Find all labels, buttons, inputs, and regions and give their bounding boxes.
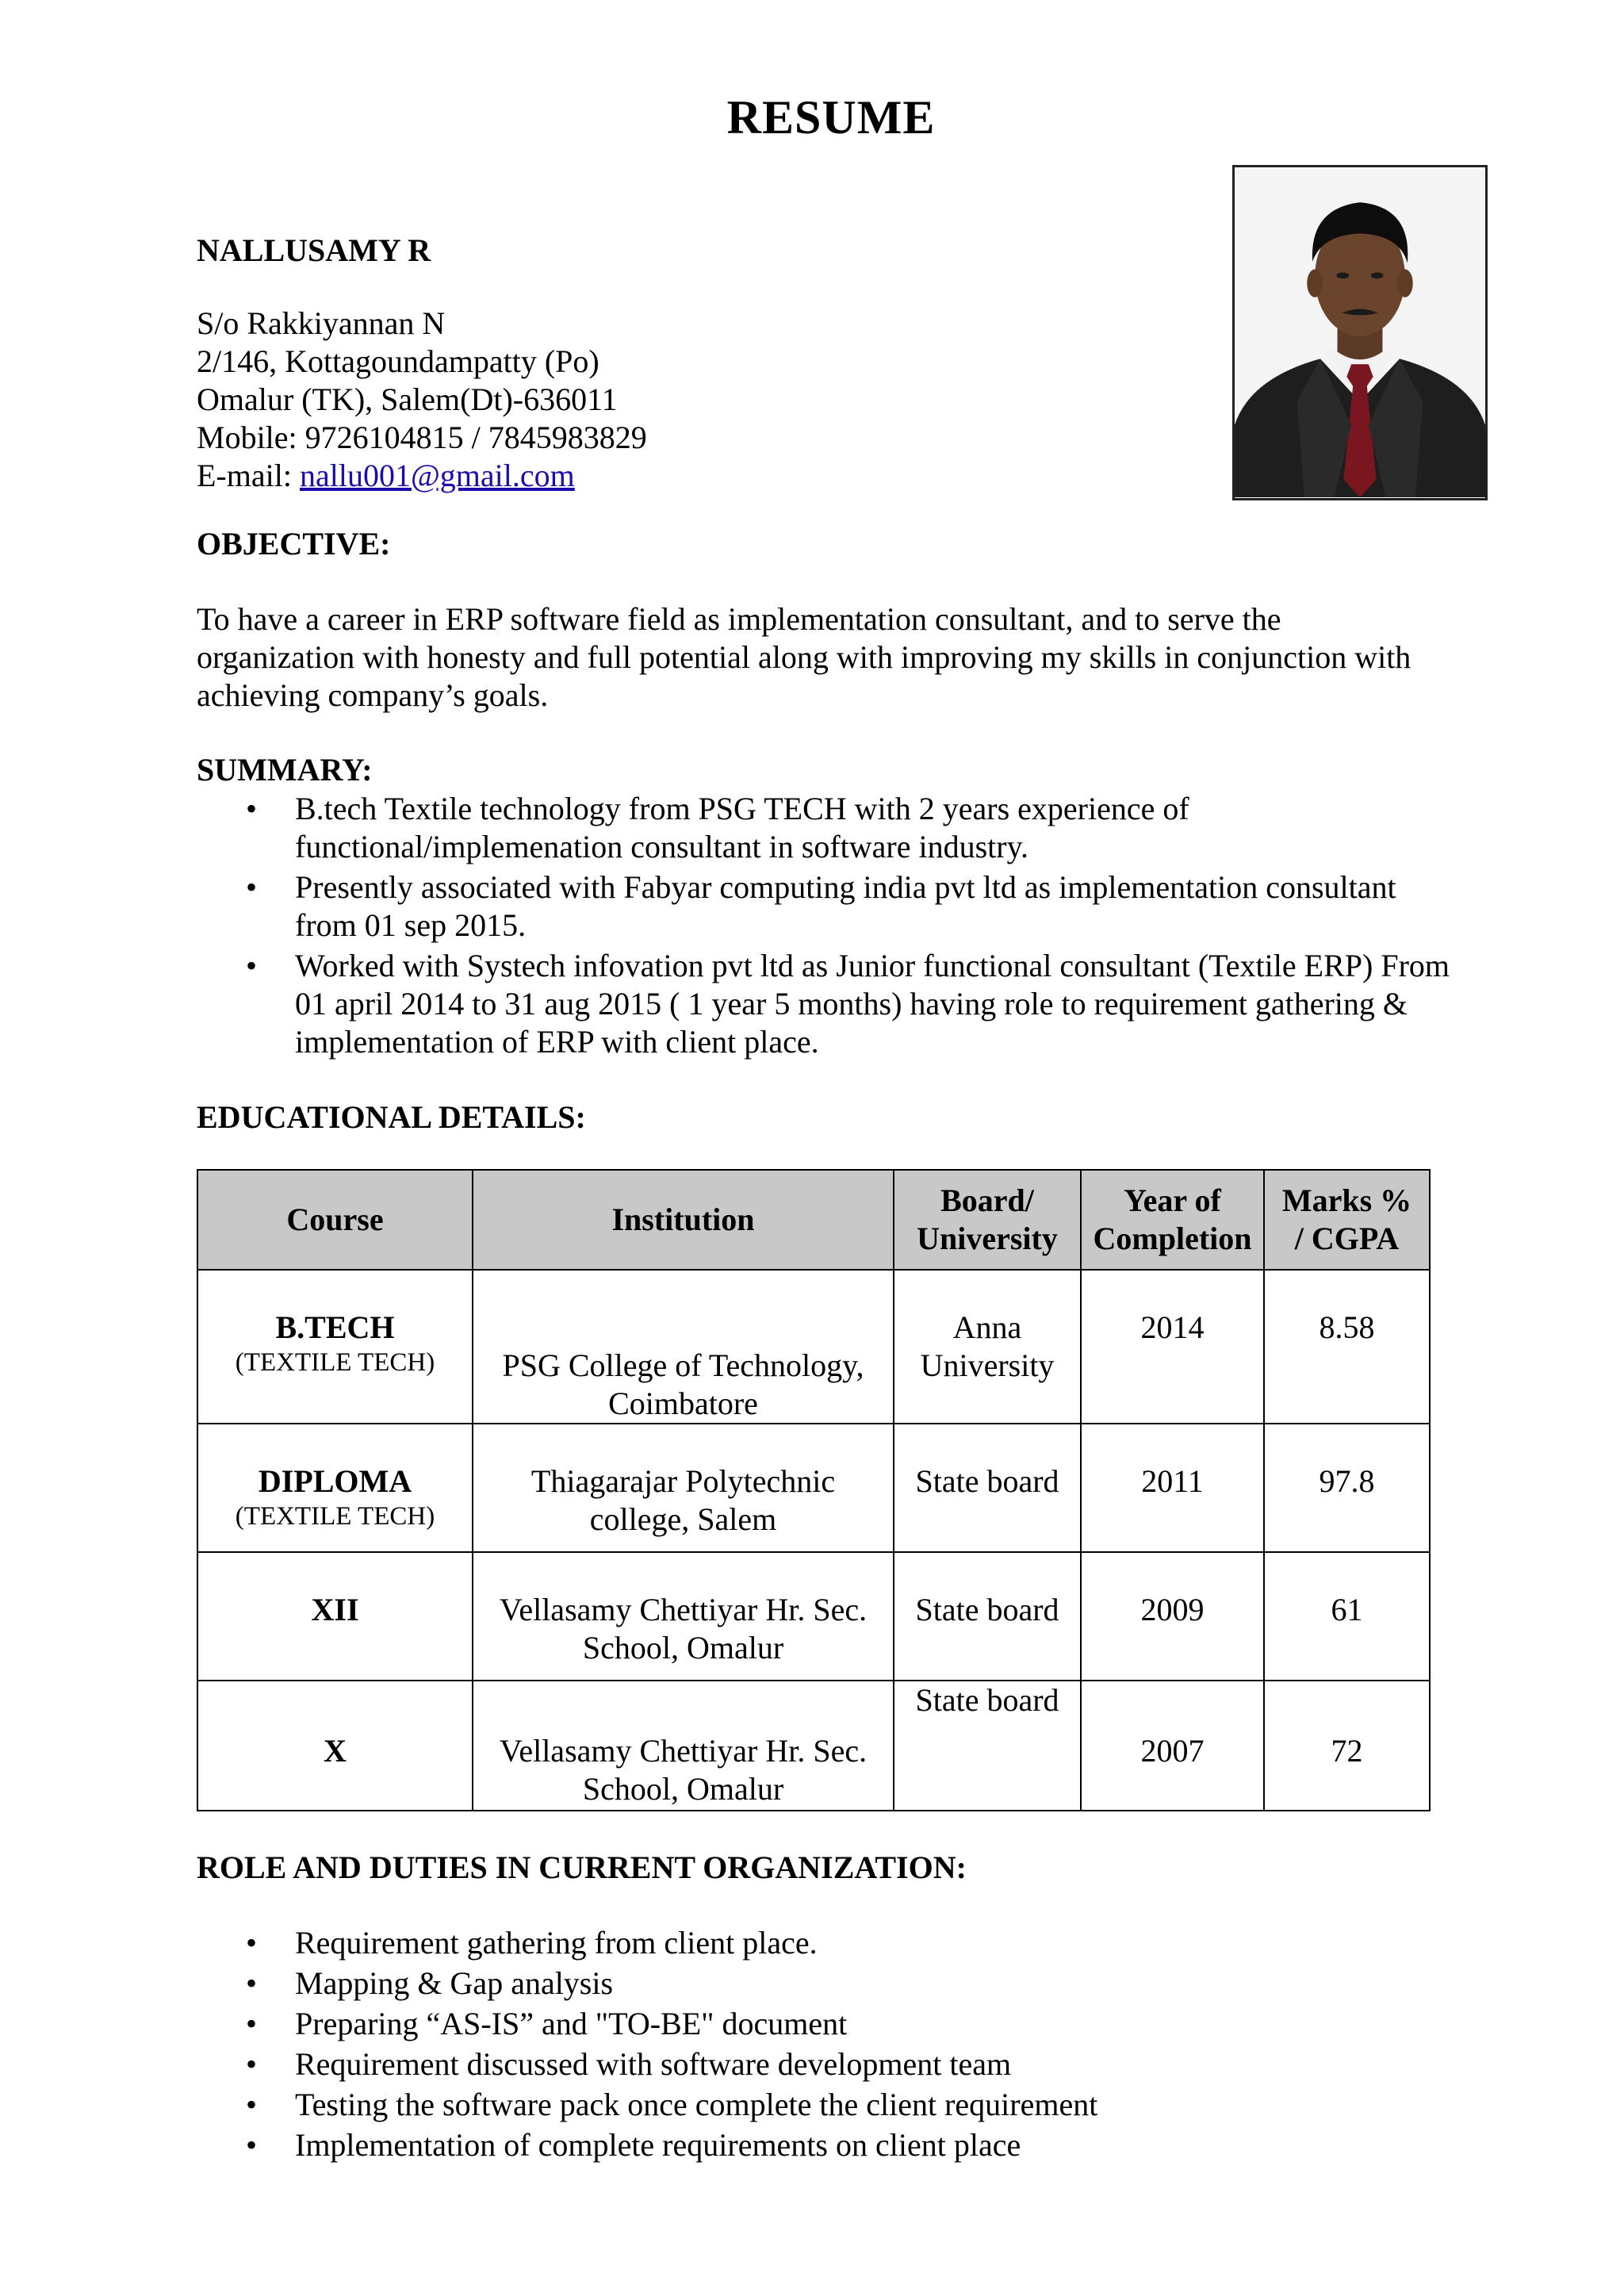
bullet-icon: • <box>246 948 258 983</box>
summary-item-text: B.tech Textile technology from PSG TECH with 2 years experience of functional/implemenation consultant in software industry. <box>295 791 1189 864</box>
role-item-text: Preparing “AS-IS” and "TO-BE" document <box>295 2006 848 2041</box>
bullet-icon: • <box>246 2006 258 2041</box>
education-table <box>197 1169 1431 1811</box>
address-line: Omalur (TK), Salem(Dt)-636011 <box>197 381 618 417</box>
role-item-text: Implementation of complete requirements on client place <box>295 2127 1021 2163</box>
column-header-year: Year of Completion <box>1081 1170 1264 1270</box>
list-item <box>197 2045 1465 2083</box>
bullet-icon: • <box>246 1925 258 1961</box>
summary-heading: SUMMARY: <box>197 752 373 788</box>
cell-marks: 61 <box>1264 1552 1430 1681</box>
bullet-icon: • <box>246 2127 258 2163</box>
summary-item-text: Presently associated with Fabyar computing india pvt ltd as implementation consultant from 01 sep 2015. <box>295 869 1396 943</box>
table-row <box>197 1552 1430 1681</box>
summary-list <box>197 790 1465 1064</box>
cell-marks: 8.58 <box>1264 1270 1430 1424</box>
list-item <box>197 1924 1465 1962</box>
list-item <box>197 2086 1465 2124</box>
column-header-institution: Institution <box>473 1170 894 1270</box>
cell-institution: Vellasamy Chettiyar Hr. Sec. School, Omalur <box>473 1681 894 1811</box>
email-label: E-mail: <box>197 458 300 493</box>
cell-course: X <box>197 1681 473 1811</box>
cell-year: 2007 <box>1081 1681 1264 1811</box>
address-line: S/o Rakkiyannan N <box>197 305 446 341</box>
profile-photo <box>1232 165 1488 500</box>
bullet-icon: • <box>246 791 258 826</box>
cell-institution: PSG College of Technology, Coimbatore <box>473 1270 894 1424</box>
role-item-text: Requirement discussed with software development team <box>295 2046 1012 2082</box>
bullet-icon: • <box>246 869 258 905</box>
cell-year: 2011 <box>1081 1424 1264 1552</box>
bullet-icon: • <box>246 1965 258 2001</box>
table-row <box>197 1424 1430 1552</box>
cell-marks: 72 <box>1264 1681 1430 1811</box>
candidate-name: NALLUSAMY R <box>197 232 431 268</box>
cell-course: B.TECH (TEXTILE TECH) <box>197 1270 473 1424</box>
mobile-number: Mobile: 9726104815 / 7845983829 <box>197 420 647 455</box>
list-item <box>197 1964 1465 2003</box>
list-item <box>197 868 1465 945</box>
table-header-row <box>197 1170 1430 1270</box>
bullet-icon: • <box>246 2087 258 2122</box>
cell-year: 2009 <box>1081 1552 1264 1681</box>
role-item-text: Mapping & Gap analysis <box>295 1965 614 2001</box>
cell-year: 2014 <box>1081 1270 1264 1424</box>
email-link[interactable]: nallu001@gmail.com <box>299 458 575 493</box>
contact-block <box>197 305 647 495</box>
address-line: 2/146, Kottagoundampatty (Po) <box>197 343 599 379</box>
cell-board: Anna University <box>894 1270 1081 1424</box>
cell-board: State board <box>894 1552 1081 1681</box>
table-row <box>197 1681 1430 1811</box>
cell-course: DIPLOMA (TEXTILE TECH) <box>197 1424 473 1552</box>
cell-marks: 97.8 <box>1264 1424 1430 1552</box>
objective-text: To have a career in ERP software field as implementation consultant, and to serve the organization with honesty and full potential along with improving my skills in conjunction with achieving company’s goals. <box>197 601 1411 713</box>
email-line <box>197 457 647 495</box>
resume-title: RESUME <box>726 91 936 144</box>
cell-board: State board <box>894 1424 1081 1552</box>
cell-institution: Vellasamy Chettiyar Hr. Sec. School, Omalur <box>473 1552 894 1681</box>
list-item <box>197 2126 1465 2164</box>
list-item <box>197 947 1465 1061</box>
column-header-board: Board/ University <box>894 1170 1081 1270</box>
cell-course: XII <box>197 1552 473 1681</box>
list-item <box>197 2005 1465 2043</box>
table-row <box>197 1270 1430 1424</box>
role-item-text: Requirement gathering from client place. <box>295 1925 818 1961</box>
column-header-marks: Marks % / CGPA <box>1264 1170 1430 1270</box>
objective-heading: OBJECTIVE: <box>197 526 391 562</box>
role-heading: ROLE AND DUTIES IN CURRENT ORGANIZATION: <box>197 1849 967 1885</box>
list-item <box>197 790 1465 866</box>
summary-item-text: Worked with Systech infovation pvt ltd as Junior functional consultant (Textile ERP) From 01 april 2014 to 31 aug 2015 ( 1 year 5 months) having role to requirement gathering & implementation of ERP with client place. <box>295 948 1450 1060</box>
education-heading: EDUCATIONAL DETAILS: <box>197 1099 586 1135</box>
cell-board: State board <box>894 1681 1081 1811</box>
role-list <box>197 1924 1465 2167</box>
column-header-course: Course <box>197 1170 473 1270</box>
role-item-text: Testing the software pack once complete the client requirement <box>295 2087 1098 2122</box>
cell-institution: Thiagarajar Polytechnic college, Salem <box>473 1424 894 1552</box>
bullet-icon: • <box>246 2046 258 2082</box>
